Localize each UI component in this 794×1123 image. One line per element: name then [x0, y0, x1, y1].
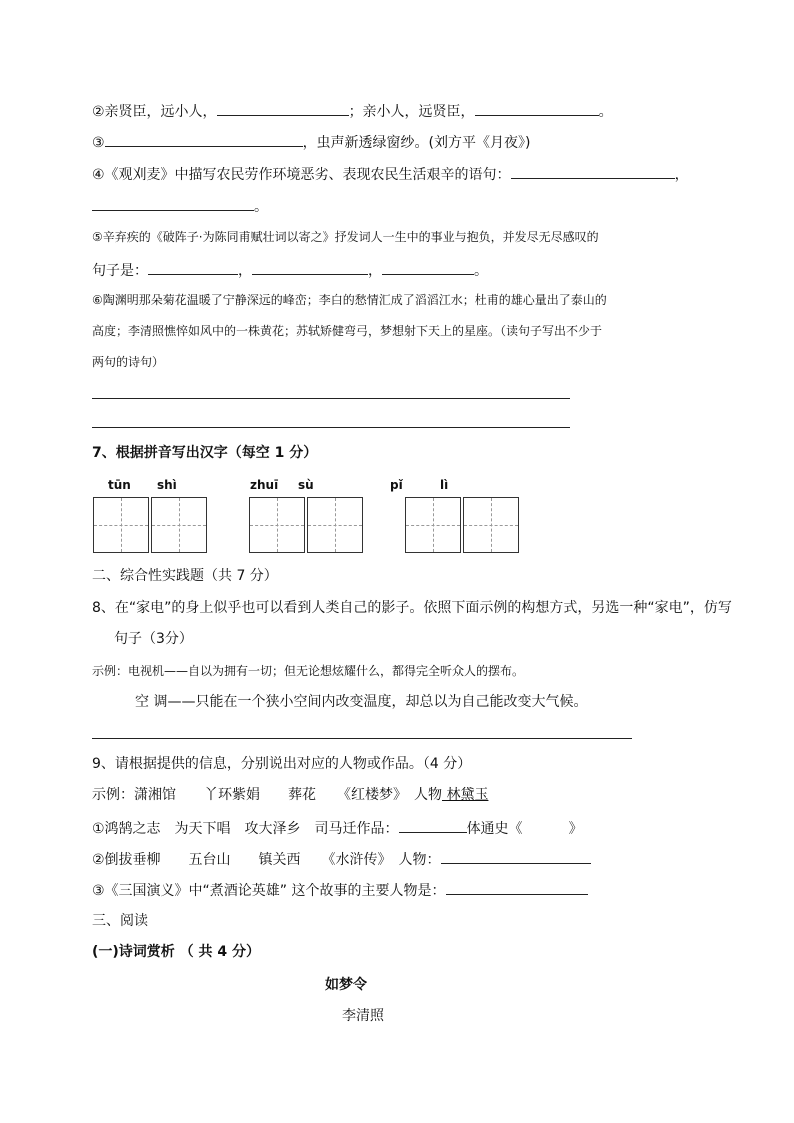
char-box-pair-2	[249, 497, 363, 554]
pinyin-4: sù	[298, 478, 314, 492]
char-box[interactable]	[93, 497, 149, 553]
q7-title: 7、根据拼音写出汉字（每空 1 分）	[92, 445, 318, 461]
q2-blank-2[interactable]	[475, 101, 599, 116]
q4-text: ④《观刈麦》中描写农民劳作环境恶劣、表现农民生活艰辛的语句：	[92, 167, 511, 183]
char-box[interactable]	[307, 497, 363, 553]
q9-item-3	[92, 880, 588, 900]
section-2-title: 二、综合性实践题（共 7 分）	[92, 568, 278, 584]
question-4-line-2	[92, 196, 268, 216]
q5-comma-2: ，	[368, 263, 382, 279]
q2-end: 。	[598, 104, 613, 120]
char-box[interactable]	[405, 497, 461, 553]
q9-item-1-end: 》	[568, 821, 583, 837]
q8-example: 示例：电视机——自以为拥有一切；但无论想炫耀什么，都得完全听众人的摆布。	[92, 664, 525, 678]
q9-item-2-text: ②倒拔垂柳 五台山 镇关西 《水浒传》 人物：	[92, 852, 441, 868]
question-5-answers	[92, 260, 488, 280]
poem-title: 如梦令	[325, 977, 367, 993]
char-box[interactable]	[151, 497, 207, 553]
q8-line-1: 8、在“家电”的身上似乎也可以看到人类自己的影子。依照下面示例的构想方式，另选一种“家电”，仿写	[92, 600, 732, 616]
q9-title: 9、请根据提供的信息，分别说出对应的人物或作品。（4 分）	[92, 756, 472, 772]
char-box[interactable]	[463, 497, 519, 553]
q9-item-2-blank[interactable]	[441, 849, 591, 864]
pinyin-3: zhuī	[250, 478, 279, 492]
q2-text-2: ；亲小人，远贤臣，	[348, 104, 475, 120]
q9-example-answer: 林黛玉	[442, 787, 489, 803]
q4-end: 。	[254, 199, 268, 215]
pinyin-1: tūn	[108, 478, 131, 492]
q6-answer-line-2[interactable]	[92, 427, 570, 428]
q5-prefix: 句子是：	[92, 263, 148, 279]
q3-blank[interactable]	[105, 132, 303, 147]
char-box-pair-1	[93, 497, 207, 554]
q9-item-1-text: ①鸿鹄之志 为天下唱 攻大泽乡 司马迁作品：	[92, 821, 399, 837]
pinyin-5: pǐ	[390, 478, 403, 492]
char-box[interactable]	[249, 497, 305, 553]
q3-text: ，虫声新透绿窗纱。(刘方平《月夜》)	[302, 135, 531, 151]
q8-answer-line[interactable]	[92, 738, 632, 739]
q9-item-1	[92, 818, 583, 838]
char-box-pair-3	[405, 497, 519, 554]
q5-blank-2[interactable]	[252, 260, 368, 275]
q4-blank-2[interactable]	[92, 196, 254, 211]
q3-prefix: ③	[92, 135, 105, 151]
pinyin-2: shì	[157, 478, 177, 492]
q5-end: 。	[474, 263, 488, 279]
q9-item-1-mid: 体通史《	[466, 821, 523, 837]
q9-item-2	[92, 849, 591, 869]
q4-blank-1[interactable]	[511, 164, 675, 179]
q5-comma-1: ，	[238, 263, 252, 279]
q9-example	[92, 786, 488, 804]
question-2	[92, 101, 613, 121]
q2-text-1: ②亲贤臣，远小人，	[92, 104, 217, 120]
question-4	[92, 164, 689, 184]
question-3	[92, 132, 531, 152]
q6-line-1: ⑥陶渊明那朵菊花温暖了宁静深远的峰峦；李白的愁情汇成了滔滔江水；杜甫的雄心量出了泰山的	[92, 293, 607, 307]
q9-example-text: 示例：潇湘馆 丫环紫娟 葬花 《红楼梦》 人物	[92, 787, 442, 803]
q8-line-2: 句子（3分）	[114, 631, 193, 647]
pinyin-6: lì	[440, 478, 449, 492]
q9-item-3-blank[interactable]	[446, 880, 588, 895]
q6-answer-line-1[interactable]	[92, 398, 570, 399]
section-3-title: 三、阅读	[92, 913, 148, 929]
poem-section-title: (一)诗词赏析 （ 共 4 分）	[92, 944, 261, 960]
q9-item-3-text: ③《三国演义》中“煮酒论英雄” 这个故事的主要人物是：	[92, 883, 446, 899]
q5-line-1: ⑤辛弃疾的《破阵子·为陈同甫赋壮词以寄之》抒发词人一生中的事业与抱负，并发尽无尽感叹的	[92, 230, 599, 244]
q5-blank-1[interactable]	[148, 260, 238, 275]
q6-line-3: 两句的诗句）	[92, 355, 165, 369]
q8-example-2: 空 调——只能在一个狭小空间内改变温度，却总以为自己能改变大气候。	[135, 694, 588, 710]
poem-author: 李清照	[342, 1008, 384, 1024]
q4-comma: ，	[674, 167, 689, 183]
q6-line-2: 高度；李清照憔悴如风中的一株黄花；苏轼矫健弯弓，梦想射下天上的星座。（读句子写出不少于	[92, 324, 603, 338]
q2-blank-1[interactable]	[217, 101, 349, 116]
q9-item-1-blank[interactable]	[399, 818, 467, 833]
q5-blank-3[interactable]	[382, 260, 474, 275]
